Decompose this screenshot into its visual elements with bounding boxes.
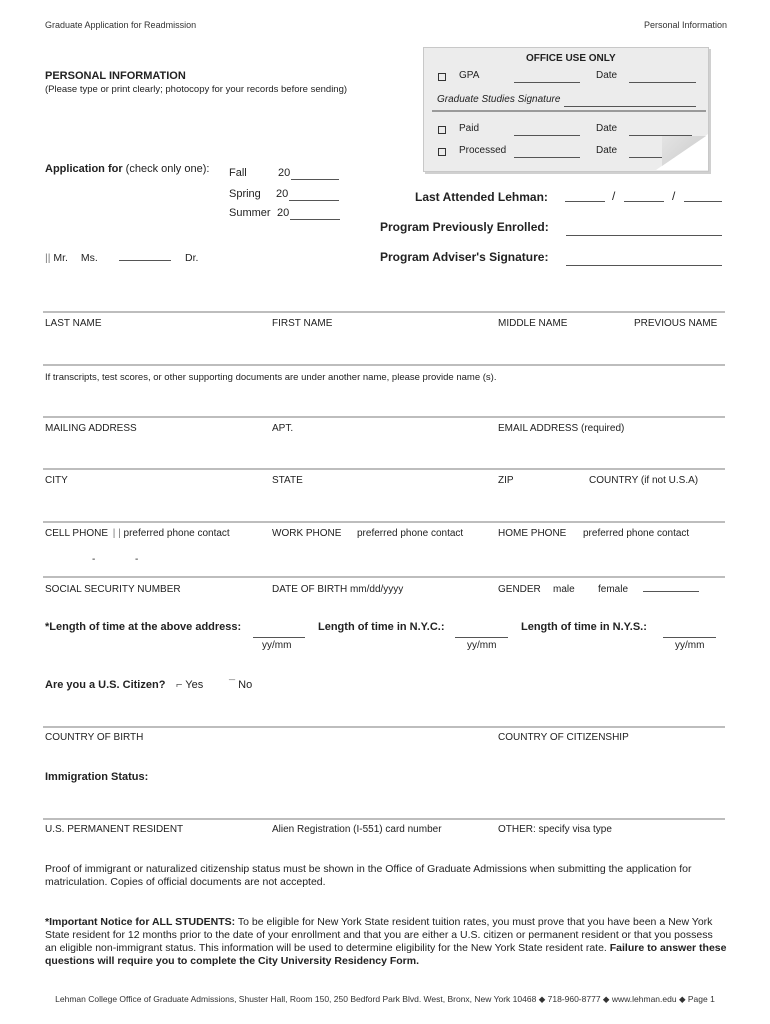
rule-phone xyxy=(43,521,725,523)
office-use-title: OFFICE USE ONLY xyxy=(526,53,616,64)
email-label: EMAIL ADDRESS (required) xyxy=(498,423,625,434)
footer xyxy=(0,994,770,1005)
office-divider xyxy=(432,110,706,112)
country-birth-label: COUNTRY OF BIRTH xyxy=(45,732,144,743)
length-nys-label: Length of time in N.Y.S.: xyxy=(521,621,647,633)
graduate-studies-signature-line[interactable] xyxy=(564,105,696,107)
processed-line[interactable] xyxy=(514,156,580,158)
citizen-no-option[interactable]: ¯ No xyxy=(229,679,253,691)
term-summer-year-line[interactable] xyxy=(290,218,340,220)
middle-name-label: MIDDLE NAME xyxy=(498,318,568,329)
last-attended-year-line[interactable] xyxy=(684,200,722,202)
application-for-label xyxy=(45,163,209,175)
rule-transcripts xyxy=(43,364,725,366)
adviser-signature-label: Program Adviser's Signature: xyxy=(380,250,549,264)
country-label: COUNTRY (if not U.S.A) xyxy=(589,475,699,486)
gpa-date-label: Date xyxy=(596,70,618,81)
footer-address: Lehman College Office of Graduate Admissions, Shuster Hall, Room 150, 250 Bedford Park Blvd. West, Bronx, New York 10468 xyxy=(55,994,537,1004)
home-phone-label: HOME PHONE xyxy=(498,528,567,539)
length-nys-line[interactable] xyxy=(663,636,716,638)
citizen-yes-option[interactable]: ⌐ Yes xyxy=(176,679,204,691)
rule-ssn xyxy=(43,576,725,578)
gpa-date-line[interactable] xyxy=(629,81,696,83)
last-attended-day-line[interactable] xyxy=(624,200,664,202)
title-dr[interactable]: Dr. xyxy=(185,252,199,264)
citizen-no-label: No xyxy=(238,679,253,691)
last-name-label: LAST NAME xyxy=(45,318,102,329)
notice-paragraph xyxy=(45,916,727,968)
length-nyc-label: Length of time in N.Y.C.: xyxy=(318,621,445,633)
first-name-label: FIRST NAME xyxy=(272,318,333,329)
zip-label: ZIP xyxy=(498,475,514,486)
term-summer[interactable] xyxy=(229,207,290,219)
alien-registration-label: Alien Registration (I-551) card number xyxy=(272,824,442,835)
title-blank-line[interactable] xyxy=(119,259,171,261)
footer-phone: 718-960-8777 xyxy=(547,994,601,1004)
processed-date-label: Date xyxy=(596,145,618,156)
cell-phone-label: CELL PHONE xyxy=(45,528,108,539)
city-label: CITY xyxy=(45,475,68,486)
length-nyc-unit: yy/mm xyxy=(467,640,497,651)
footer-bullet-1: ◆ xyxy=(538,994,546,1004)
apt-label: APT. xyxy=(272,423,294,434)
proof-paragraph: Proof of immigrant or naturalized citizenship status must be shown in the Office of Graduate Admissions when submitting the application for matriculation. Copies of official documents are not accepted. xyxy=(45,863,692,888)
title-options: || Mr. Ms. xyxy=(45,252,98,264)
paid-checkbox[interactable] xyxy=(438,126,446,134)
term-spring-label: Spring xyxy=(229,188,261,200)
last-attended-month-line[interactable] xyxy=(565,200,605,202)
title-mr[interactable]: Mr. xyxy=(53,252,68,264)
rule-city xyxy=(43,468,725,470)
last-attended-slash-2: / xyxy=(672,189,676,203)
work-preferred-label[interactable]: preferred phone contact xyxy=(357,528,464,539)
rule-immigration xyxy=(43,818,725,820)
rule-address xyxy=(43,416,725,418)
header-form-title: Graduate Application for Readmission xyxy=(45,20,197,30)
personal-info-title: PERSONAL INFORMATION xyxy=(45,70,186,82)
footer-bullet-2: ◆ xyxy=(602,994,610,1004)
length-nyc-line[interactable] xyxy=(455,636,508,638)
ssn-label: SOCIAL SECURITY NUMBER xyxy=(45,584,181,595)
citizen-yes-label: Yes xyxy=(185,679,204,691)
footer-bullet-3: ◆ xyxy=(678,994,686,1004)
notice-lead: *Important Notice for ALL STUDENTS: xyxy=(45,916,236,928)
processed-checkbox[interactable] xyxy=(438,148,446,156)
paid-date-label: Date xyxy=(596,123,618,134)
last-attended-label: Last Attended Lehman: xyxy=(415,190,548,204)
length-address-line[interactable] xyxy=(253,636,305,638)
gender-other-line[interactable] xyxy=(643,590,699,592)
immigration-status-label: Immigration Status: xyxy=(45,771,149,783)
mailing-address-label: MAILING ADDRESS xyxy=(45,423,137,434)
term-spring[interactable] xyxy=(229,188,289,200)
rule-name-top xyxy=(43,311,725,313)
footer-web[interactable]: www.lehman.edu xyxy=(611,994,677,1004)
application-for-text: Application for xyxy=(45,163,123,175)
gpa-line[interactable] xyxy=(514,81,580,83)
term-fall-label: Fall xyxy=(229,167,247,179)
cell-preferred-label[interactable]: preferred phone contact xyxy=(123,528,230,539)
term-summer-year: 20 xyxy=(277,207,290,219)
footer-page: Page 1 xyxy=(687,994,715,1004)
ssn-dash-2: - xyxy=(135,554,139,565)
previously-enrolled-line[interactable] xyxy=(566,234,722,236)
term-summer-label: Summer xyxy=(229,207,271,219)
state-label: STATE xyxy=(272,475,303,486)
term-fall-year: 20 xyxy=(278,167,291,179)
term-fall-year-line[interactable] xyxy=(291,178,339,180)
length-address-unit: yy/mm xyxy=(262,640,292,651)
other-visa-label: OTHER: specify visa type xyxy=(498,824,612,835)
gender-male[interactable]: male xyxy=(553,584,575,595)
paid-label: Paid xyxy=(459,123,480,134)
country-citizenship-label: COUNTRY OF CITIZENSHIP xyxy=(498,732,629,743)
ssn-dash-1: - xyxy=(92,554,96,565)
length-nys-unit: yy/mm xyxy=(675,640,705,651)
length-address-label: *Length of time at the above address: xyxy=(45,621,242,633)
graduate-studies-signature-label: Graduate Studies Signature xyxy=(437,94,561,105)
transcripts-note: If transcripts, test scores, or other supporting documents are under another name, please provide name (s). xyxy=(45,372,497,383)
header-section-title: Personal Information xyxy=(644,20,728,30)
personal-info-subtitle: (Please type or print clearly; photocopy for your records before sending) xyxy=(45,84,348,95)
gender-label: GENDER xyxy=(498,584,541,595)
processed-label: Processed xyxy=(459,145,507,156)
notice-body: To be eligible for New York State resident tuition rates, you must prove that you have been a New York State resident for 12 months prior to the date of your enrollment and that you are either a U.S. citizen or permanent resident or that you possess an eligible non-immigrant status. This information will be used to determine eligibility for the New York State resident rate. xyxy=(45,916,713,954)
last-attended-slash-1: / xyxy=(612,189,616,203)
previous-name-label: PREVIOUS NAME xyxy=(634,318,718,329)
rule-country xyxy=(43,726,725,728)
gender-female[interactable]: female xyxy=(598,584,629,595)
application-for-hint: (check only one): xyxy=(125,163,210,175)
previously-enrolled-label: Program Previously Enrolled: xyxy=(380,220,549,234)
notice-tail: Failure to answer these questions will require you to complete the City University Residency Form. xyxy=(45,942,727,967)
work-phone-label: WORK PHONE xyxy=(272,528,342,539)
dob-label: DATE OF BIRTH mm/dd/yyyy xyxy=(272,584,404,595)
gpa-checkbox[interactable] xyxy=(438,73,446,81)
term-fall[interactable] xyxy=(229,167,291,179)
citizen-question: Are you a U.S. Citizen? xyxy=(45,679,166,691)
title-ms[interactable]: Ms. xyxy=(80,252,98,264)
gpa-label: GPA xyxy=(459,70,480,81)
permanent-resident-label: U.S. PERMANENT RESIDENT xyxy=(45,824,184,835)
term-spring-year-line[interactable] xyxy=(289,199,339,201)
term-spring-year: 20 xyxy=(276,188,289,200)
home-preferred-label[interactable]: preferred phone contact xyxy=(583,528,690,539)
cell-phone-group: CELL PHONE | | preferred phone contact xyxy=(45,528,230,539)
paid-line[interactable] xyxy=(514,134,580,136)
adviser-signature-line[interactable] xyxy=(566,264,722,266)
